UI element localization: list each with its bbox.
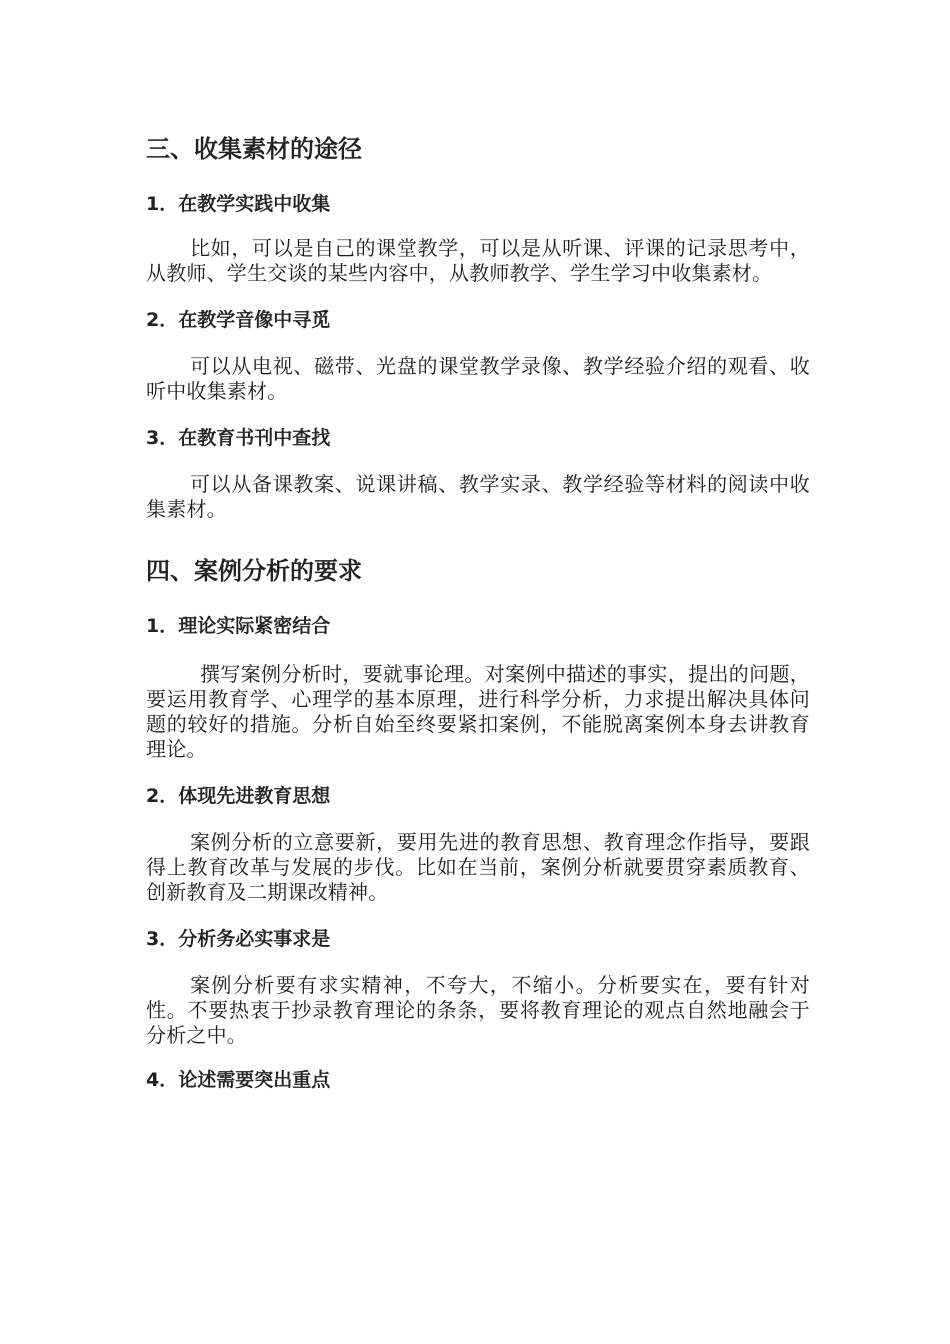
item-heading: 1．在教学实践中收集: [146, 193, 331, 215]
item-heading: 2．体现先进教育思想: [146, 785, 331, 807]
item-heading: 4．论述需要突出重点: [146, 1069, 331, 1091]
item-heading: 1．理论实际紧密结合: [146, 615, 331, 637]
item-heading: 3．分析务必实事求是: [146, 928, 331, 950]
item-heading: 3．在教育书刊中查找: [146, 427, 331, 449]
paragraph: 案例分析的立意要新，要用先进的教育思想、教育理念作指导，要跟得上教育改革与发展的步伐。比如在当前，案例分析就要贯穿素质教育、创新教育及二期课改精神。: [146, 830, 810, 904]
paragraph: 可以从电视、磁带、光盘的课堂教学录像、教学经验介绍的观看、收听中收集素材。: [146, 354, 810, 403]
paragraph: 比如，可以是自己的课堂教学，可以是从听课、评课的记录思考中，从教师、学生交谈的某些内容中，从教师教学、学生学习中收集素材。: [146, 236, 810, 285]
paragraph: 案例分析要有求实精神，不夸大，不缩小。分析要实在，要有针对性。不要热衷于抄录教育理论的条条，要将教育理论的观点自然地融会于分析之中。: [146, 973, 810, 1047]
paragraph: 撰写案例分析时，要就事论理。对案例中描述的事实，提出的问题，要运用教育学、心理学的基本原理，进行科学分析，力求提出解决具体问题的较好的措施。分析自始至终要紧扣案例，不能脱离案例本身去讲教育理论。: [146, 662, 810, 761]
section-title: 四、案例分析的要求: [146, 557, 362, 585]
item-heading: 2．在教学音像中寻觅: [146, 309, 331, 331]
section-title: 三、收集素材的途径: [146, 135, 362, 163]
document-page: [146, 132, 810, 1094]
paragraph: 可以从备课教案、说课讲稿、教学实录、教学经验等材料的阅读中收集素材。: [146, 472, 810, 521]
